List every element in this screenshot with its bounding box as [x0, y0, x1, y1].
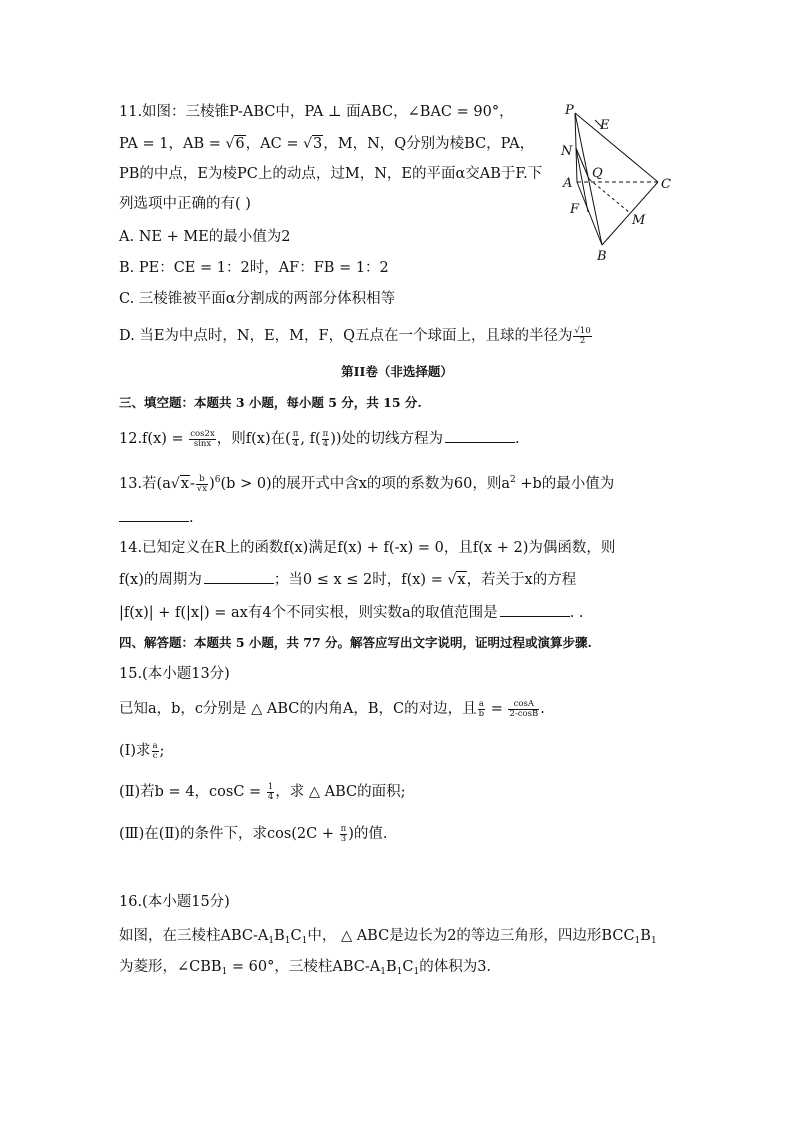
q12-answer-blank[interactable]	[445, 428, 515, 443]
q14-line-1: 14.已知定义在R上的函数f(x)满足f(x) + f(-x) = 0，且f(x + 2)为偶函数，则	[119, 540, 616, 556]
q15-part-1: (Ⅰ)求 $\frac{a}{c}$ ;	[119, 740, 165, 761]
q16-line-1: 如图，在三棱柱ABC-$A_1B_1C_1$中， △ ABC是边长为2的等边三角形，四边形$BCC_1B_1$	[119, 928, 657, 946]
segment-qm	[589, 179, 630, 213]
label-e: E	[600, 118, 610, 133]
section-4-heading: 四、解答题：本题共 5 小题，共 77 分。解答应写出文字说明，证明过程或演算步骤.	[119, 635, 592, 650]
q13: 13.若(a√x- $\frac{b}{√x}$ )$^6$(b > 0)的展开式中含x的项的系数为60，则$a^2 +b$的最小值为	[119, 473, 615, 494]
edge-ab	[577, 182, 602, 245]
q11-option-c: C. 三棱锥被平面α分割成的两部分体积相等	[119, 291, 396, 307]
q13-answer-line: .	[119, 507, 194, 528]
label-n: N	[561, 144, 573, 159]
q14-line-3: |f(x)| + f(|x|) = ax有4个不同实根，则实数a的取值范围是 . .	[119, 602, 584, 623]
q13-answer-blank[interactable]	[119, 507, 189, 522]
q15-condition: 已知a，b，c分别是 △ ABC的内角A，B，C的对边，且 $\frac{a}{b}$ = $\frac{\cos A}{2-\cos B}$ .	[119, 698, 545, 719]
label-p: P	[565, 103, 574, 118]
q11-line-1: 11.如图：三棱锥P-ABC中，PA ⊥ 面ABC，∠BAC = 90°，	[119, 104, 514, 120]
label-c: C	[661, 177, 671, 192]
q14-range-blank[interactable]	[500, 602, 570, 617]
q11-option-a: A. NE + ME的最小值为2	[119, 229, 291, 245]
label-a: A	[563, 176, 573, 191]
label-b: B	[597, 249, 607, 264]
label-q: Q	[592, 166, 603, 181]
q14-period-blank[interactable]	[204, 569, 274, 584]
q12: 12.f(x) = $\frac{\cos 2x}{\sin x}$ ，则f(x)在( $\frac{\pi}{4}$ , f( $\frac{\pi}{4}$ ))处的切线方程为 .	[119, 428, 520, 449]
q11-line-2: PA = 1，AB = √6，AC = √3，M，N，Q分别为棱BC，PA，	[119, 136, 535, 152]
q15-part-2: (Ⅱ)若b = 4，cosC = $\frac{1}{4}$ ，求 △ ABC的面积;	[119, 781, 406, 802]
edge-bc	[602, 182, 658, 245]
pyramid-figure	[555, 98, 685, 268]
label-m: M	[632, 213, 646, 228]
part2-title: 第II卷（非选择题）	[341, 364, 453, 379]
segment-nq	[576, 148, 589, 179]
radius-fraction: $\frac{√10}{2}$	[574, 325, 591, 346]
q16-line-2: 为菱形，$\angle CBB_1 = 60^\circ$，三棱柱ABC-$A_1B_1C_1$的体积为3.	[119, 959, 492, 977]
q16-heading: 16.(本小题15分)	[119, 894, 230, 910]
q14-line-2: f(x)的周期为 ；当0 ≤ x ≤ 2时，f(x) = √x，若关于x的方程	[119, 569, 576, 590]
q11-line-4: 列选项中正确的有( )	[119, 196, 251, 212]
q11-line-3: PB的中点，E为棱PC上的动点，过M，N，E的平面α交AB于F.下	[119, 166, 543, 182]
q15-heading: 15.(本小题13分)	[119, 666, 230, 682]
section-3-heading: 三、填空题：本题共 3 小题，每小题 5 分，共 15 分.	[119, 395, 422, 410]
q11-option-d: D. 当E为中点时，N，E，M，F，Q五点在一个球面上，且球的半径为 $\frac{√10}{2}$	[119, 325, 591, 346]
label-f: F	[570, 202, 580, 217]
q15-part-3: (Ⅲ)在(Ⅱ)的条件下，求cos(2C + $\frac{\pi}{3}$ )的值.	[119, 823, 388, 844]
q11-option-b: B. PE：CE = 1：2时，AF：FB = 1：2	[119, 260, 389, 276]
